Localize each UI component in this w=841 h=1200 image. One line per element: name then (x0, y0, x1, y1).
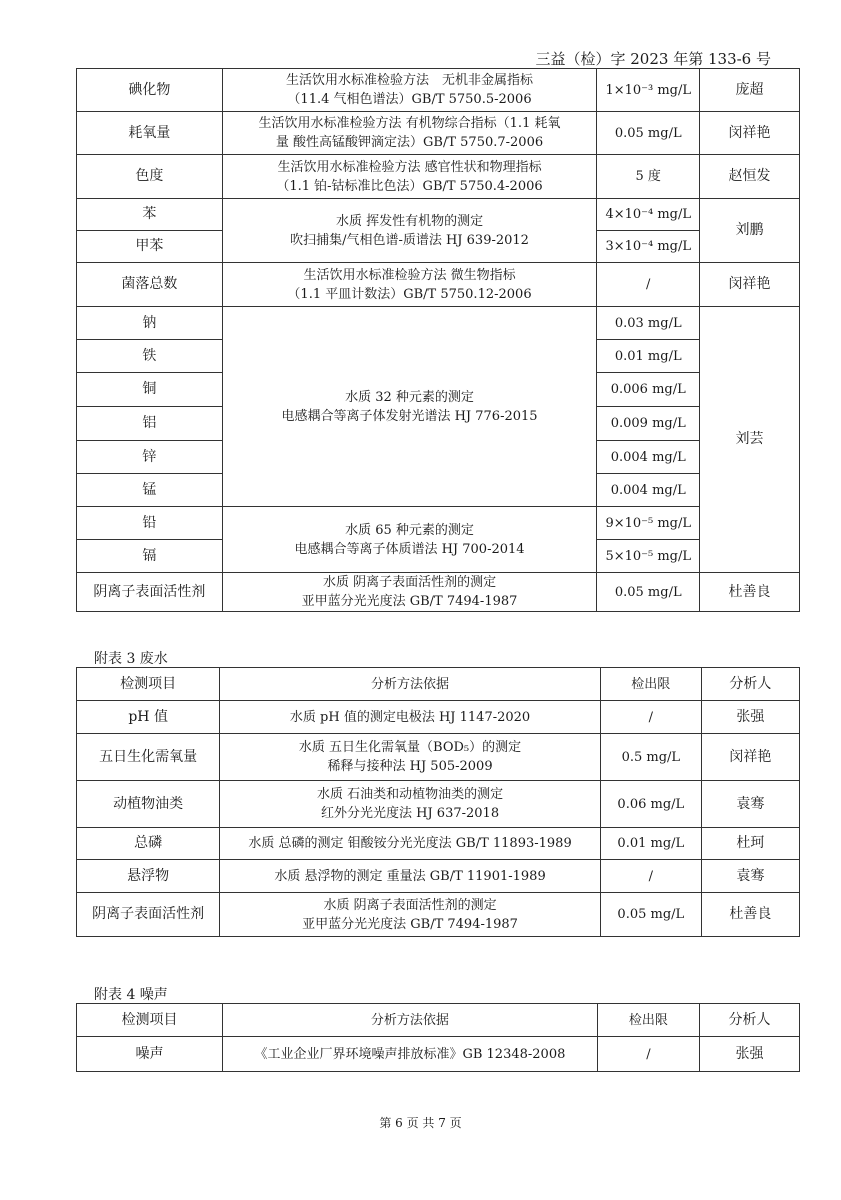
wastewater-table (76, 667, 800, 937)
analyst-cell: 闵祥艳 (700, 263, 800, 307)
item-cell: 菌落总数 (77, 263, 223, 307)
item-cell: 总磷 (77, 828, 220, 860)
method-cell: 水质 石油类和动植物油类的测定 红外分光光度法 HJ 637-2018 (220, 781, 601, 828)
item-cell: 动植物油类 (77, 781, 220, 828)
item-cell: 钠 (77, 307, 223, 340)
column-header: 分析人 (699, 1004, 799, 1037)
item-cell: 五日生化需氧量 (77, 734, 220, 781)
item-cell: 锰 (77, 474, 223, 507)
item-cell: 铅 (77, 507, 223, 540)
method-cell: 生活饮用水标准检验方法 无机非金属指标 （11.4 气相色谱法）GB/T 5750.5-2006 (222, 69, 597, 112)
item-cell: 色度 (77, 155, 223, 199)
limit-cell: 5×10⁻⁵ mg/L (597, 540, 700, 573)
table-row (77, 860, 800, 893)
limit-cell: 9×10⁻⁵ mg/L (597, 507, 700, 540)
item-cell: 阴离子表面活性剂 (77, 573, 223, 612)
item-cell: pH 值 (77, 701, 220, 734)
analyst-cell: 袁骞 (701, 860, 799, 893)
column-header: 检测项目 (77, 1004, 223, 1037)
method-cell: 生活饮用水标准检验方法 有机物综合指标（1.1 耗氧 量 酸性高锰酸钾滴定法）GB/T 5750.7-2006 (222, 112, 597, 155)
analyst-cell: 杜珂 (701, 828, 799, 860)
table-row (77, 199, 800, 231)
column-header: 分析人 (701, 668, 799, 701)
item-cell: 碘化物 (77, 69, 223, 112)
analyst-cell: 刘芸 (700, 307, 800, 573)
table-header-row (77, 1004, 800, 1037)
noise-section-title: 附表 4 噪声 (94, 987, 168, 1003)
water-test-table-continued (76, 68, 800, 612)
item-cell: 甲苯 (77, 231, 223, 263)
limit-cell: 0.004 mg/L (597, 441, 700, 474)
method-cell: 生活饮用水标准检验方法 感官性状和物理指标 （1.1 铂-钴标准比色法）GB/T 5750.4-2006 (222, 155, 597, 199)
limit-cell: 3×10⁻⁴ mg/L (597, 231, 700, 263)
analyst-cell: 张强 (699, 1037, 799, 1072)
analyst-cell: 闵祥艳 (701, 734, 799, 781)
table-row (77, 734, 800, 781)
table-row (77, 69, 800, 112)
table-row (77, 893, 800, 937)
table-row (77, 507, 800, 540)
limit-cell: 0.05 mg/L (600, 893, 701, 937)
item-cell: 镉 (77, 540, 223, 573)
method-cell: 水质 五日生化需氧量（BOD₅）的测定 稀释与接种法 HJ 505-2009 (220, 734, 601, 781)
column-header: 检出限 (600, 668, 701, 701)
noise-table (76, 1003, 800, 1072)
analyst-cell: 赵恒发 (700, 155, 800, 199)
limit-cell: 5 度 (597, 155, 700, 199)
limit-cell: 0.01 mg/L (597, 340, 700, 373)
item-cell: 悬浮物 (77, 860, 220, 893)
column-header: 分析方法依据 (222, 1004, 597, 1037)
method-cell: 水质 65 种元素的测定 电感耦合等离子体质谱法 HJ 700-2014 (222, 507, 597, 573)
analyst-cell: 杜善良 (701, 893, 799, 937)
analyst-cell: 庞超 (700, 69, 800, 112)
analyst-cell: 刘鹏 (700, 199, 800, 263)
limit-cell: / (597, 263, 700, 307)
method-cell: 水质 挥发性有机物的测定 吹扫捕集/气相色谱-质谱法 HJ 639-2012 (222, 199, 597, 263)
limit-cell: 0.06 mg/L (600, 781, 701, 828)
limit-cell: 0.5 mg/L (600, 734, 701, 781)
limit-cell: 0.05 mg/L (597, 573, 700, 612)
page-number: 第 6 页 共 7 页 (379, 1116, 462, 1130)
item-cell: 铝 (77, 407, 223, 441)
method-cell: 水质 悬浮物的测定 重量法 GB/T 11901-1989 (220, 860, 601, 893)
column-header: 检测项目 (77, 668, 220, 701)
item-cell: 锌 (77, 441, 223, 474)
limit-cell: / (600, 860, 701, 893)
table-row (77, 112, 800, 155)
analyst-cell: 闵祥艳 (700, 112, 800, 155)
limit-cell: 0.009 mg/L (597, 407, 700, 441)
limit-cell: 0.03 mg/L (597, 307, 700, 340)
table-row (77, 155, 800, 199)
item-cell: 铁 (77, 340, 223, 373)
limit-cell: 1×10⁻³ mg/L (597, 69, 700, 112)
item-cell: 耗氧量 (77, 112, 223, 155)
limit-cell: / (597, 1037, 699, 1072)
wastewater-section-title: 附表 3 废水 (94, 651, 168, 667)
method-cell: 《工业企业厂界环境噪声排放标准》GB 12348-2008 (222, 1037, 597, 1072)
item-cell: 铜 (77, 373, 223, 407)
limit-cell: 0.004 mg/L (597, 474, 700, 507)
item-cell: 阴离子表面活性剂 (77, 893, 220, 937)
limit-cell: / (600, 701, 701, 734)
limit-cell: 0.05 mg/L (597, 112, 700, 155)
analyst-cell: 杜善良 (700, 573, 800, 612)
item-cell: 噪声 (77, 1037, 223, 1072)
limit-cell: 0.006 mg/L (597, 373, 700, 407)
table-header-row (77, 668, 800, 701)
method-cell: 水质 32 种元素的测定 电感耦合等离子体发射光谱法 HJ 776-2015 (222, 307, 597, 507)
method-cell: 水质 总磷的测定 钼酸铵分光光度法 GB/T 11893-1989 (220, 828, 601, 860)
analyst-cell: 张强 (701, 701, 799, 734)
analyst-cell: 袁骞 (701, 781, 799, 828)
column-header: 检出限 (597, 1004, 699, 1037)
limit-cell: 4×10⁻⁴ mg/L (597, 199, 700, 231)
method-cell: 生活饮用水标准检验方法 微生物指标 （1.1 平皿计数法）GB/T 5750.12-2006 (222, 263, 597, 307)
method-cell: 水质 阴离子表面活性剂的测定 亚甲蓝分光光度法 GB/T 7494-1987 (220, 893, 601, 937)
table-row (77, 828, 800, 860)
document-number: 三益（检）字 2023 年第 133-6 号 (535, 50, 771, 68)
method-cell: 水质 阴离子表面活性剂的测定 亚甲蓝分光光度法 GB/T 7494-1987 (222, 573, 597, 612)
table-row (77, 263, 800, 307)
table-row (77, 307, 800, 340)
table-row (77, 781, 800, 828)
item-cell: 苯 (77, 199, 223, 231)
table-row (77, 573, 800, 612)
table-row (77, 1037, 800, 1072)
table-row (77, 701, 800, 734)
method-cell: 水质 pH 值的测定电极法 HJ 1147-2020 (220, 701, 601, 734)
column-header: 分析方法依据 (220, 668, 601, 701)
limit-cell: 0.01 mg/L (600, 828, 701, 860)
